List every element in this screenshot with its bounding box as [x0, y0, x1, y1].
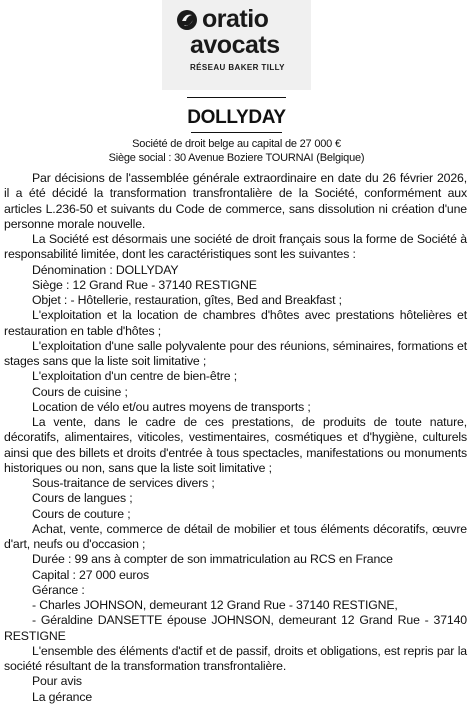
notice-paragraph: L'exploitation et la location de chambres d'hôtes avec prestations hôtelières et restauration en table d'hôtes ; — [4, 308, 467, 338]
firm-logo — [162, 0, 311, 90]
notice-paragraph: Sous-traitance de services divers ; — [32, 476, 215, 490]
notice-paragraph: La Société est désormais une société de droit français sous la forme de Société à responsabilité limitée, dont les caractéristiques sont les suivantes : — [4, 232, 467, 262]
notice-paragraph: Cours de cuisine ; — [32, 384, 128, 399]
notice-paragraph: Gérance : — [32, 582, 85, 597]
logo-swirl-icon — [176, 9, 198, 31]
notice-paragraph: Capital : 27 000 euros — [32, 567, 150, 582]
notice-paragraph: Objet : - Hôtellerie, restauration, gîtes, Bed and Breakfast ; — [32, 293, 342, 307]
notice-paragraph: Achat, vente, commerce de détail de mobilier et tous éléments décoratifs, œuvre d'art, neufs ou d'occasion ; — [4, 521, 467, 551]
notice-paragraph: La gérance — [32, 689, 93, 704]
notice-paragraph: Dénomination : DOLLYDAY — [32, 262, 179, 277]
notice-paragraph: Siège : 12 Grand Rue - 37140 RESTIGNE — [32, 277, 257, 292]
top-divider — [187, 97, 286, 98]
notice-paragraph: Pour avis — [32, 674, 82, 689]
notice-paragraph: La vente, dans le cadre de ces prestations, de produits de toute nature, décoratifs, alimentaires, viticoles, vestimentaires, cosmétiques et d'hygiène, culturels ainsi que des billets et droits d'entrée à tous spectacles, manifestations ou monuments historiques ou non, sans que la liste soit limitative ; — [4, 415, 467, 475]
registered-office: Siège social : 30 Avenue Boziere TOURNAI (Belgique) — [108, 152, 365, 164]
notice-paragraph: Cours de couture ; — [32, 506, 131, 521]
notice-paragraph: Par décisions de l'assemblée générale extraordinaire en date du 26 février 2026, il a été décidé la transformation transfrontalière de la Société, conformément aux articles L.236-50 et suivants du Code de commerce, sans dissolution ni création d'une personne morale nouvelle. — [4, 171, 467, 231]
notice-subtitle: Société de droit belge au capital de 27 000 € — [132, 138, 341, 150]
notice-paragraph: Cours de langues ; — [32, 491, 133, 506]
notice-paragraph: - Charles JOHNSON, demeurant 12 Grand Rue - 37140 RESTIGNE, — [32, 598, 398, 612]
notice-paragraph: L'exploitation d'un centre de bien-être ; — [32, 369, 237, 384]
title-divider — [191, 132, 282, 133]
notice-paragraph: L'exploitation d'une salle polyvalente pour des réunions, séminaires, formations et stages sans que la liste soit limitative ; — [4, 338, 467, 368]
notice-paragraph: L'ensemble des éléments d'actif et de passif, droits et obligations, est repris par la société résultant de la transformation transfrontalière. — [4, 643, 467, 673]
logo-tagline: RÉSEAU BAKER TILLY — [190, 63, 285, 72]
notice-title: DOLLYDAY — [187, 107, 286, 128]
notice-paragraph: Durée : 99 ans à compter de son immatriculation au RCS en France — [32, 552, 393, 567]
notice-paragraph: Location de vélo et/ou autres moyens de transports ; — [32, 399, 311, 414]
logo-text-line2: avocats — [190, 31, 280, 59]
logo-text-line1: oratio — [202, 5, 269, 33]
notice-paragraph: - Géraldine DANSETTE épouse JOHNSON, demeurant 12 Grand Rue - 37140 RESTIGNE — [4, 613, 467, 643]
notice-body — [4, 171, 467, 705]
